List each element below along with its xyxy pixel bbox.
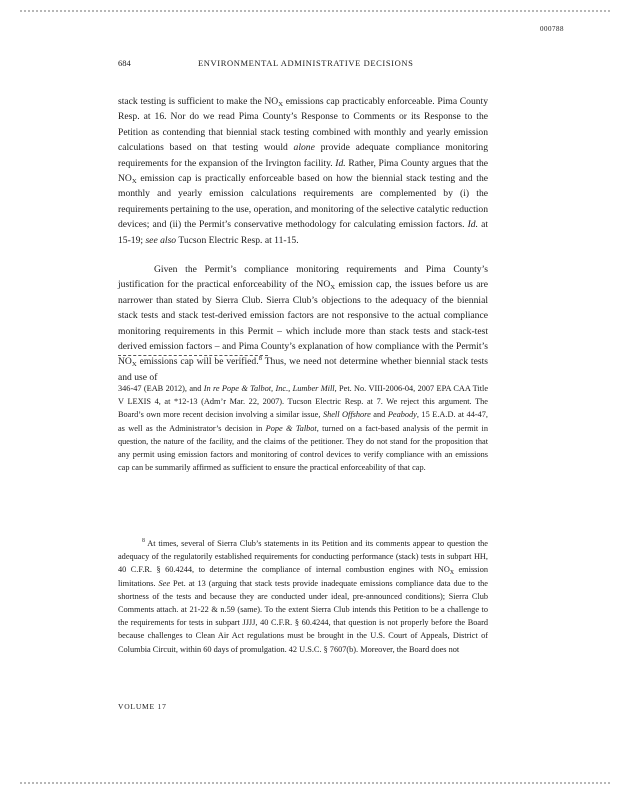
footnote-8: $^8$ At times, several of Sierra Club’s statements in its Petition and its comments appear to question the adequacy of the regulatorily established requirements for conducting performance (stack) tests in subpart HH, 40 C.F.R. § 60.4244, to determine the compliance of internal combustion engines with $NO_X$ emission limitations. See Pet. at 13 (arguing that stack tests provide inadequate emissions compliance data due to the shortness of the tests and because they are conducted under ideal, pre-announced conditions); Sierra Club Comments attach. at 21-22 & n.59 (same). To the extent Sierra Club intends this Petition to be a challenge to the requirements for tests in subpart JJJJ, 40 C.F.R. § 60.4244, that question is not properly before the Board because challenges to Clean Air Act regulations must be brought in the U.S. Court of Appeals, District of Columbia Circuit, within 60 days of promulgation. 42 U.S.C. § 7607(b). Moreover, the Board does not <box>118 538 488 654</box>
footnote-continued: 346-47 (EAB 2012), and In re Pope & Talbot, Inc., Lumber Mill, Pet. No. VIII-2006-04, 2007 EPA CAA Title V LEXIS 4, at *12-13 (Adm’r Mar. 22, 2007). Tucson Electric Resp. at 7. We reject this argument. The Board’s own more recent decision involving a similar issue, Shell Offshore and Peabody, 15 E.A.D. at 44-47, as well as the Administrator’s decision in Pope & Talbot, turned on a fact-based analysis of the permit in question, the nature of the facility, and the claims of the petitioner. They do not stand for the proposition that any permit using emission factors and monitoring of control devices to verify compliance with an emissions cap can be summarily affirmed as sufficient to ensure the practical enforceability of that cap. <box>118 384 489 473</box>
scan-artifact-bottom <box>20 782 610 788</box>
body-paragraph-1: stack testing is sufficient to make the $NO_X$ emissions cap practicably enforceable. Pima County Resp. at 16. Nor do we read Pima County’s Response to Comments or its Response to the Petition as contending that biennial stack testing combined with monthly and yearly emission calculations based on that testing would alone provide adequate compliance monitoring requirements for the expansion of the Irvington facility. Id. Rather, Pima County argues that the $NO_X$ emission cap is practically enforceable based on how the biennial stack testing and the monthly and yearly emission calculations requirements are complemented by (i) the requirements pertaining to the use, operation, and monitoring of the selective catalytic reduction devices; and (ii) the Permit’s conservative methodology for calculating emission factors. Id. at 15-19; see also Tucson Electric Resp. at 11-15. <box>118 96 488 246</box>
body-paragraph-2: Given the Permit’s compliance monitoring requirements and Pima County’s justification for the practical enforceability of the $NO_X$ emission cap, the issues before us are narrower than stated by Sierra Club. Sierra Club’s objections to the adequacy of the biennial stack tests and stack test-derived emission factors are not responsive to the actual compliance monitoring requirements in this Permit – which include more than stack tests and stack-test derived emission factors – and Pima County’s explanation of how compliance with the Permit’s $NO_X$ emissions cap will be verified.$^8$ Thus, we need not determine whether biennial stack tests and use of <box>118 264 488 383</box>
footnote-separator <box>118 355 268 356</box>
scan-artifact-top <box>20 10 610 16</box>
running-title: ENVIRONMENTAL ADMINISTRATIVE DECISIONS <box>198 58 414 68</box>
volume-footer: VOLUME 17 <box>118 702 167 711</box>
bates-stamp: 000788 <box>540 25 564 33</box>
page-number: 684 <box>118 58 131 68</box>
